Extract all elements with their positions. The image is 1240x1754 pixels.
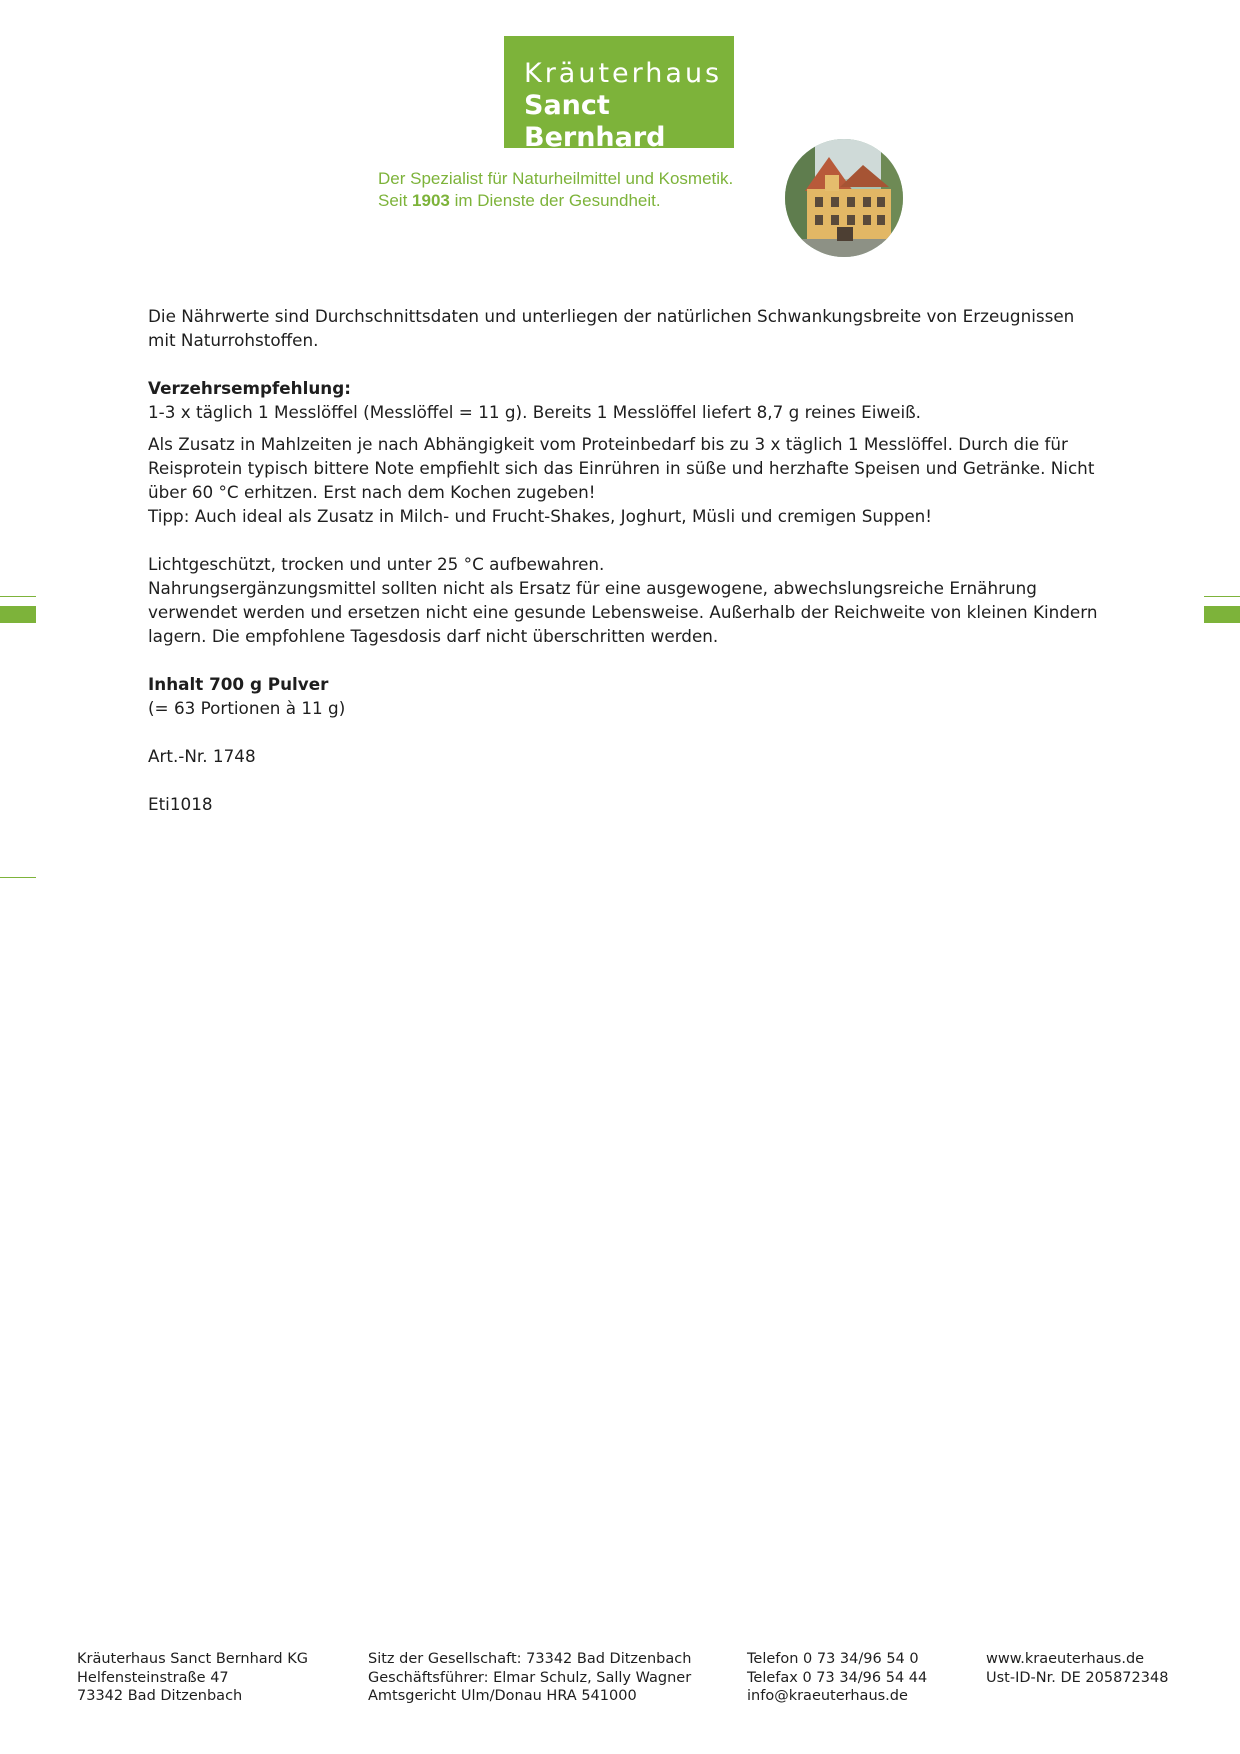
brand-logo	[504, 36, 734, 153]
usage-text: Als Zusatz in Mahlzeiten je nach Abhängigkeit vom Proteinbedarf bis zu 3 x täglich 1 Messlöffel. Durch die für Reisprotein typisch bittere Note empfiehlt sich das Einrühren in süße und herzhafte Speisen und Getränke. Nicht über 60 °C erhitzen. Erst nach dem Kochen zugeben!	[148, 434, 1095, 502]
footer-line: Sitz der Gesellschaft: 73342 Bad Ditzenbach	[368, 1651, 692, 1667]
crop-mark-right-bar	[1204, 606, 1240, 623]
footer-company	[77, 1650, 308, 1706]
label-text	[148, 304, 1098, 816]
footer-web	[986, 1650, 1168, 1687]
tagline-suffix: im Dienste der Gesundheit.	[449, 191, 661, 210]
tagline	[378, 168, 733, 212]
logo-line-1: Kräuterhaus	[524, 58, 723, 89]
footer-email: info@kraeuterhaus.de	[747, 1688, 908, 1704]
storage-text: Lichtgeschützt, trocken und unter 25 °C aufbewahren.	[148, 554, 605, 574]
footer-fax: Telefax 0 73 34/96 54 44	[747, 1669, 928, 1686]
crop-mark-left-lower	[0, 877, 36, 878]
footer-line: Geschäftsführer: Elmar Schulz, Sally Wagner	[368, 1669, 692, 1686]
tip-text: Tipp: Auch ideal als Zusatz in Milch- und Frucht-Shakes, Joghurt, Müsli und cremigen Suppen!	[148, 506, 933, 526]
recommendation-heading: Verzehrsempfehlung:	[148, 378, 351, 398]
crop-mark-right-line	[1204, 596, 1240, 597]
footer-vat-id: Ust-ID-Nr. DE 205872348	[986, 1669, 1169, 1686]
tagline-prefix: Seit	[378, 191, 413, 210]
portions-text: (= 63 Portionen à 11 g)	[148, 698, 346, 718]
label-code: Eti1018	[148, 794, 213, 814]
building-illustration	[785, 139, 903, 257]
warning-text: Nahrungsergänzungsmittel sollten nicht als Ersatz für eine ausgewogene, abwechslungsreiche Ernährung verwendet werden und ersetzen nicht eine gesunde Lebensweise. Außerhalb der Reichweite von kleinen Kindern lagern. Die empfohlene Tagesdosis darf nicht überschritten werden.	[148, 578, 1098, 646]
crop-mark-left-line	[0, 596, 36, 597]
tagline-year: 1903	[412, 191, 450, 210]
tagline-line-1: Der Spezialist für Naturheilmittel und Kosmetik.	[378, 169, 734, 188]
article-number: Art.-Nr. 1748	[148, 746, 256, 766]
footer-legal	[368, 1650, 691, 1706]
footer-line: Helfensteinstraße 47	[77, 1669, 229, 1686]
crop-mark-left-bar	[0, 606, 36, 623]
nutrition-note: Die Nährwerte sind Durchschnittsdaten und unterliegen der natürlichen Schwankungsbreite von Erzeugnissen mit Naturrohstoffen.	[148, 306, 1075, 350]
footer-line: Amtsgericht Ulm/Donau HRA 541000	[368, 1688, 637, 1704]
content-heading: Inhalt 700 g Pulver	[148, 674, 329, 694]
building-photo	[785, 139, 903, 257]
footer-website: www.kraeuterhaus.de	[986, 1651, 1145, 1667]
logo-line-2: Sanct Bernhard	[524, 90, 666, 153]
footer-line: Kräuterhaus Sanct Bernhard KG	[77, 1651, 308, 1667]
footer-line: 73342 Bad Ditzenbach	[77, 1688, 243, 1704]
footer-phone: Telefon 0 73 34/96 54 0	[747, 1651, 919, 1667]
footer-contact	[747, 1650, 927, 1706]
recommendation-text: 1-3 x täglich 1 Messlöffel (Messlöffel = 11 g). Bereits 1 Messlöffel liefert 8,7 g reines Eiweiß.	[148, 402, 922, 422]
tagline-line-2	[378, 190, 733, 212]
